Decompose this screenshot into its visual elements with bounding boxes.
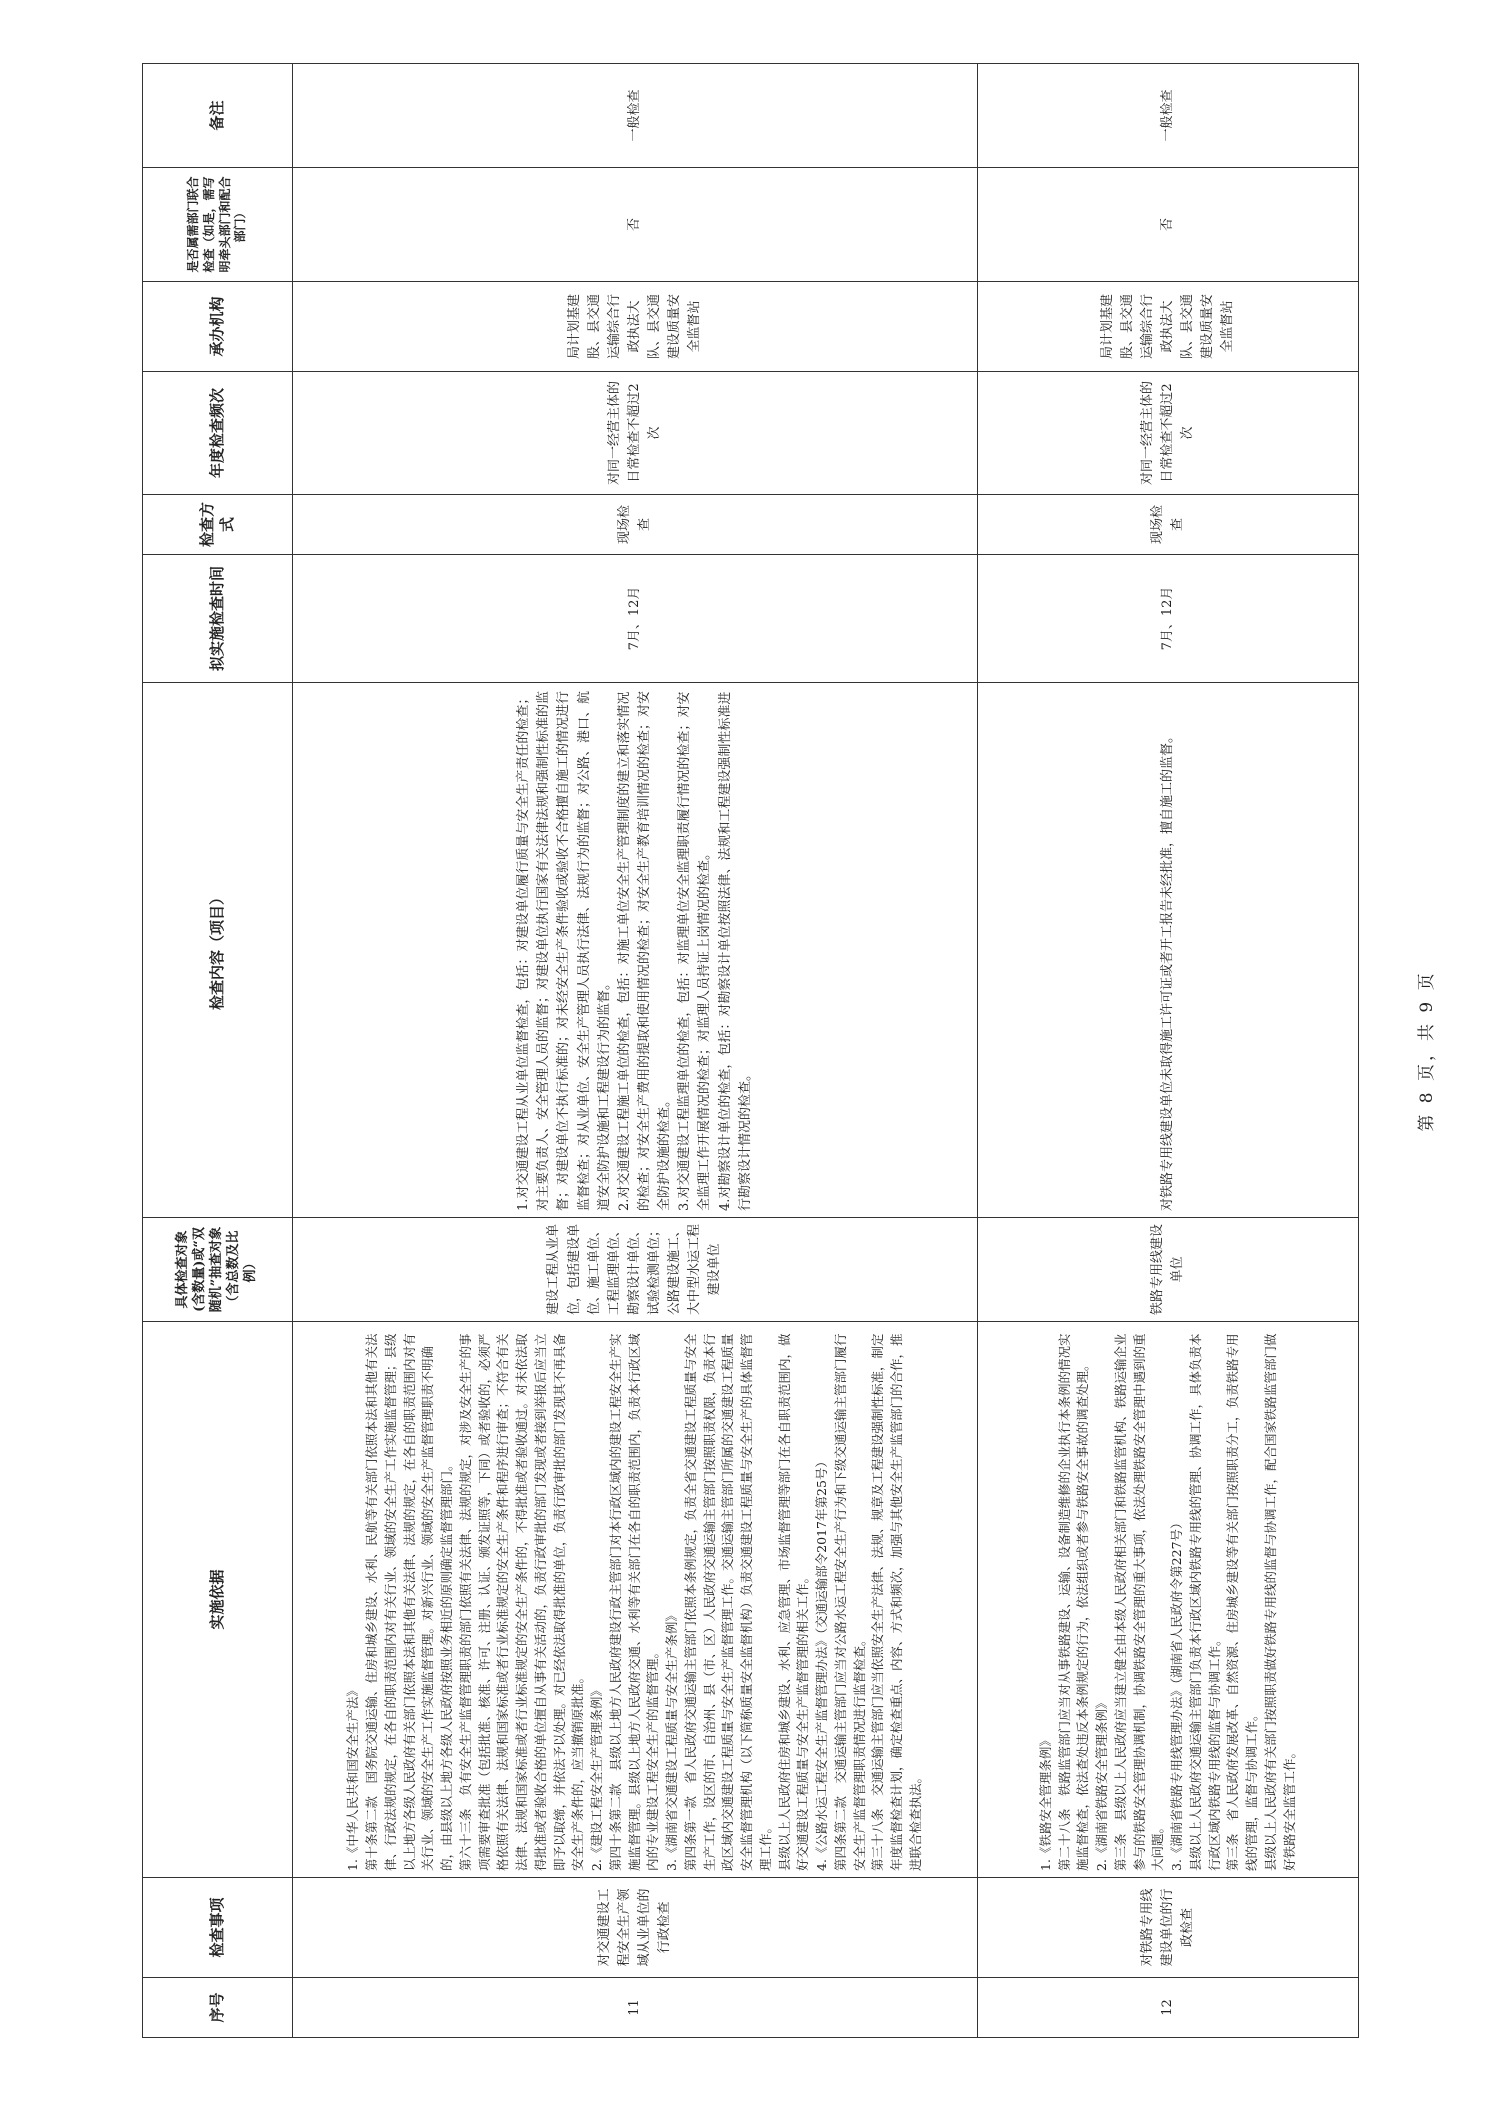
row-joint: 否	[293, 168, 978, 282]
row-remark: 一般检查	[293, 64, 978, 168]
row-method: 现场检查	[978, 495, 1359, 555]
row-item: 对交通建设工程安全生产领域从业单位的行政检查	[293, 1878, 978, 1978]
inspection-table	[142, 63, 1359, 2038]
basis-line: 2.《湖南省铁路安全管理条例》	[1094, 1696, 1109, 1871]
content-line: 3.对交通建设工程监理单位的检查，包括：对监理单位安全监理职责履行情况的检查；对安全监理工作开展情况的检查；对监理人员持证上岗情况的检查。	[677, 691, 713, 1211]
header-time: 拟实施检查时间	[143, 555, 293, 683]
header-row	[143, 64, 293, 2038]
row-object: 建设工程从业单位，包括建设单位、施工单位、工程监理单位、勘察设计单位、试验检测单位；公路建设施工、大中型水运工程建设单位	[293, 1218, 978, 1322]
basis-line: 3.《湖南省铁路专用线管理办法》（湖南省人民政府令第227号）	[1169, 1516, 1184, 1871]
table-row	[293, 64, 978, 2038]
content-line: 2.对交通建设工程施工单位的检查，包括：对施工单位安全生产管理制度的建立和落实情况的检查；对安全生产费用的提取和使用情况的检查；对安全生产教育培训情况的检查；对安全防护设施的检查。	[616, 690, 673, 1211]
row-no: 11	[293, 1978, 978, 2038]
basis-line: 县级以上人民政府有关部门按照职责做好铁路专用线的监督与协调工作，配合国家铁路监管部门做好铁路安全监管工作。	[1262, 1333, 1297, 1871]
basis-line: 第十条第二款 国务院交通运输、住房和城乡建设、水利、民航等有关部门依照本法和其他有关法律、行政法规的规定，在各自的职责范围内对有关行业、领域的安全生产工作实施监督管理；县级以上地方各级人民政府有关部门依照本法和其他有关法律、法规的规定，在各自的职责范围内对有关行业、领域的安全生产工作实施监督管理。对新兴行业、领域的安全生产监督管理职责不明确的，由县级以上地方各级人民政府按照业务相近的原则确定监督管理部门。	[364, 1333, 455, 1871]
row-basis	[978, 1322, 1359, 1878]
row-basis	[293, 1322, 978, 1878]
basis-line: 第六十三条 负有安全生产监督管理职责的部门依照有关法律、法规的规定，对涉及安全生产的事项需要审查批准（包括批准、核准、许可、注册、认证、颁发证照等，下同）或者验收的，必须严格依照有关法律、法规和国家标准或者行业标准规定的安全生产条件和程序进行审查；不符合有关法律、法规和国家标准或者行业标准规定的安全生产条件的，不得批准或者验收通过。对未依法取得批准或者验收合格的单位擅自从事有关活动的，负责行政审批的部门发现或者接到举报后应当立即予以取缔，并依法予以处理。对已经依法取得批准的单位，负责行政审批的部门发现其不再具备安全生产条件的，应当撤销原批准。	[457, 1333, 586, 1871]
basis-line: 4.《公路水运工程安全生产监督管理办法》（交通运输部令2017年第25号）	[814, 1455, 830, 1871]
header-joint: 是否属需部门联合检查（如是，需写明牵头部门和配合部门）	[143, 168, 293, 282]
row-no: 12	[978, 1978, 1359, 2038]
row-content	[978, 683, 1359, 1218]
row-object: 铁路专用线建设单位	[978, 1218, 1359, 1322]
content-line: 4.对勘察设计单位的检查，包括：对勘察设计单位按照法律、法规和工程建设强制性标准进行勘察设计情况的检查。	[717, 691, 753, 1211]
basis-line: 1.《铁路安全管理条例》	[1037, 1734, 1053, 1871]
basis-line: 第三十八条 交通运输主管部门应当依照安全生产法律、法规、规章及工程建设强制性标准，制定年度监督检查计划，确定检查重点、内容、方式和频次，加强与其他安全生产监管部门的合作，推进联合检查执法。	[870, 1333, 923, 1871]
basis-line: 第三条 省人民政府发展改革、自然资源、住房城乡建设等有关部门按照职责分工，负责铁路专用线的管理，监督与协调工作。	[1225, 1333, 1259, 1871]
row-time: 7月、12月	[978, 555, 1359, 683]
basis-line: 第二十八条 铁路监管部门应当对从事铁路建设、运输、设备制造维修的企业执行本条例的情况实施监督检查，依法查处违反本条例规定的行为，依法组织或者参与铁路安全事故的调查处理。	[1056, 1333, 1091, 1871]
row-frequency: 对同一经营主体的日常检查不超过2次	[293, 372, 978, 495]
row-time: 7月、12月	[293, 555, 978, 683]
basis-line: 第三条 县级以上人民政府应当建立健全由本级人民政府相关部门和铁路监管机构、铁路运输企业参与的铁路安全管理协调机制，协调铁路安全管理的重大事项，依法处理铁路安全管理中遇到的重大问题。	[1112, 1333, 1166, 1871]
header-item: 检查事项	[143, 1878, 293, 1978]
content-line: 对铁路专用线建设单位未取得施工许可证或者开工报告未经批准，擅自施工的监督。	[1159, 729, 1175, 1211]
row-agency: 局计划基建股、县交通运输综合行政执法大队、县交通建设质量安全监督站	[293, 282, 978, 372]
row-joint: 否	[978, 168, 1359, 282]
header-method: 检查方式	[143, 495, 293, 555]
basis-line: 县级以上人民政府交通运输主管部门负责本行政区域内铁路专用线的管理、协调工作，具体负责本行政区域内铁路专用线的监督与协调工作。	[1187, 1333, 1222, 1871]
basis-line: 3.《湖南省交通建设工程质量与安全生产条例》	[664, 1609, 680, 1871]
row-method: 现场检查	[293, 495, 978, 555]
basis-line: 县级以上人民政府住房和城乡建设、水利、应急管理、市场监督管理等部门在各自职责范围内，做好交通建设工程质量与安全生产监督管理的相关工作。	[776, 1333, 811, 1871]
basis-line: 第四条第二款 交通运输主管部门应当对公路水运工程安全生产行为和下级交通运输主管部门履行安全生产监督管理职责情况进行监督检查。	[832, 1333, 867, 1871]
row-agency: 局计划基建股、县交通运输综合行政执法大队、县交通建设质量安全监督站	[978, 282, 1359, 372]
header-basis: 实施依据	[143, 1322, 293, 1878]
content-line: 1.对交通建设工程从业单位监督检查，包括：对建设单位履行质量与安全生产责任的检查；对主要负责人、安全管理人员的监督；对建设单位执行国家有关法律法规和强制性标准的监督；对建设单位不执行标准的；对未经安全生产条件验收或验收不合格擅自施工的情况进行监督检查；对从业单位、安全生产管理人员执行法律、法规行为的监督；对公路、港口、航道安全防护设施和工程建设行为的监督。	[516, 690, 612, 1211]
basis-line: 1.《中华人民共和国安全生产法》	[345, 1684, 361, 1871]
row-content	[293, 683, 978, 1218]
table-row	[978, 64, 1359, 2038]
basis-line: 2.《建设工程安全生产管理条例》	[589, 1684, 605, 1871]
page-footer: 第 8 页，共 9 页	[1417, 970, 1437, 1132]
header-content: 检查内容（项目）	[143, 683, 293, 1218]
header-agency: 承办机构	[143, 282, 293, 372]
basis-line: 第四十条第二款 县级以上地方人民政府建设行政主管部门对本行政区域内的建设工程安全生产实施监督管理。县级以上地方人民政府交通、水利等有关部门在各自的职责范围内，负责本行政区域内的专业建设工程安全生产的监督管理。	[607, 1333, 661, 1871]
row-frequency: 对同一经营主体的日常检查不超过2次	[978, 372, 1359, 495]
header-no: 序号	[143, 1978, 293, 2038]
header-object: 具体检查对象(含数量)或“双随机”抽查对象（含总数及比例）	[143, 1218, 293, 1322]
row-item: 对铁路专用线建设单位的行政检查	[978, 1878, 1359, 1978]
basis-line: 第四条第一款 省人民政府交通运输主管部门依照本条例规定，负责全省交通建设工程质量与安全生产工作，设区的市、自治州、县（市、区）人民政府交通运输主管部门按照职责权限，负责本行政区域内交通建设工程质量与安全生产监督管理工作。交通运输主管部门所属的交通建设工程质量安全监督管理机构（以下简称质量安全监督机构）负责交通建设工程质量与安全生产的具体监督管理工作。	[682, 1333, 773, 1871]
header-remark: 备注	[143, 64, 293, 168]
row-remark: 一般检查	[978, 64, 1359, 168]
header-frequency: 年度检查频次	[143, 372, 293, 495]
